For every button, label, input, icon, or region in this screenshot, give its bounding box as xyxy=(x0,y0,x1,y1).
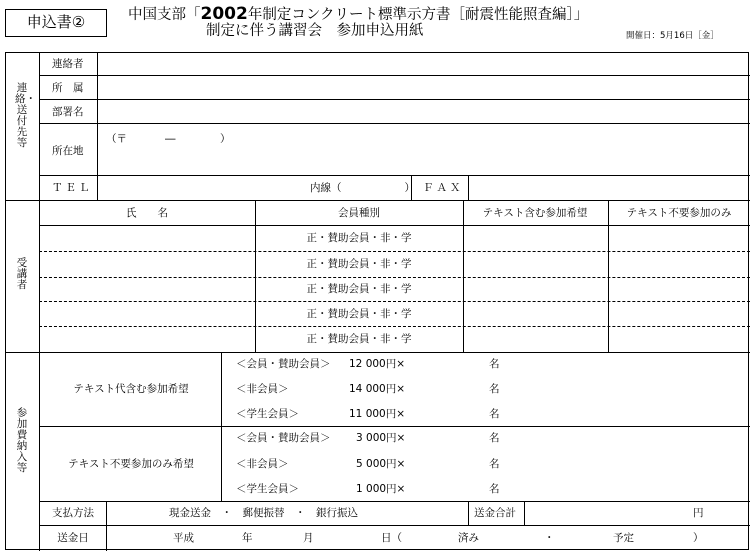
member-type-options: 正・賛助会員・非・学 xyxy=(306,333,412,345)
without-text-header: テキスト不要参加のみ xyxy=(626,207,732,219)
month-label: 月 xyxy=(303,532,314,544)
fee-price: 14 000円× xyxy=(349,383,406,395)
remit-date-label: 送金日 xyxy=(57,532,89,544)
row-line xyxy=(39,326,750,327)
yen-unit: 円 xyxy=(693,507,704,519)
fee-section-label: 参加費納入等 xyxy=(16,407,28,474)
row-line xyxy=(39,277,750,278)
fee-unit: 名 xyxy=(489,432,500,444)
postal-open: （〒 xyxy=(106,133,127,145)
extension-label: 内線（ ） xyxy=(310,182,415,194)
total-label: 送金合計 xyxy=(474,507,516,519)
postal-close: ） xyxy=(220,133,231,145)
member-type-options: 正・賛助会員・非・学 xyxy=(306,308,412,320)
done-label: 済み xyxy=(458,532,479,544)
row-line xyxy=(39,525,750,526)
col-line xyxy=(255,200,256,352)
row-line xyxy=(39,123,750,124)
address-label: 所在地 xyxy=(52,145,84,157)
fee-group-with-text-label: テキスト代含む参加希望 xyxy=(73,383,189,395)
member-type-options: 正・賛助会員・非・学 xyxy=(306,283,412,295)
fee-unit: 名 xyxy=(489,358,500,370)
fee-price: 5 000円× xyxy=(356,458,406,470)
application-form xyxy=(5,52,749,550)
title-prefix: 中国支部「 xyxy=(128,7,201,23)
planned-label: 予定 xyxy=(613,532,634,544)
col-line xyxy=(608,200,609,352)
fee-unit: 名 xyxy=(489,408,500,420)
postal-dash: ― xyxy=(165,133,176,145)
fee-group-without-text-label: テキスト不要参加のみ希望 xyxy=(68,458,194,470)
row-line xyxy=(39,251,750,252)
fee-price: 11 000円× xyxy=(349,408,406,420)
title-line2: 制定に伴う講習会 参加申込用紙 xyxy=(206,23,424,39)
col-line xyxy=(106,501,107,551)
col-line xyxy=(524,501,525,525)
col-line xyxy=(463,200,464,352)
row-line xyxy=(39,501,750,502)
day-label: 日（ xyxy=(381,532,402,544)
member-type-options: 正・賛助会員・非・学 xyxy=(306,258,412,270)
title-suffix: 年制定コンクリート標準示方書［耐震性能照査編］」 xyxy=(247,7,589,23)
title-year: 2002 xyxy=(200,4,248,24)
contact-section-label: 連絡・送付先等 xyxy=(15,82,36,149)
group-line xyxy=(39,426,750,427)
contact-person-label: 連絡者 xyxy=(52,58,84,70)
col-line xyxy=(221,352,222,501)
row-line xyxy=(39,301,750,302)
form-title xyxy=(128,6,648,39)
col-line xyxy=(468,501,469,525)
era-label: 平成 xyxy=(173,532,194,544)
col-line xyxy=(468,175,469,200)
with-text-header: テキスト含む参加希望 xyxy=(482,207,588,219)
member-type-header: 会員種別 xyxy=(338,207,380,219)
fax-label: ＦＡＸ xyxy=(423,182,464,194)
fee-price: 1 000円× xyxy=(356,483,406,495)
payment-method-label: 支払方法 xyxy=(52,507,94,519)
department-label: 部署名 xyxy=(52,106,84,118)
separator-dot: ・ xyxy=(544,532,555,544)
header-line xyxy=(39,225,750,226)
row-line xyxy=(39,75,750,76)
fee-category: ＜非会員＞ xyxy=(236,383,289,395)
fee-unit: 名 xyxy=(489,483,500,495)
fee-price: 3 000円× xyxy=(356,432,406,444)
name-header: 氏 名 xyxy=(126,207,168,219)
tel-label: ＴＥＬ xyxy=(52,182,93,194)
fee-category: ＜学生会員＞ xyxy=(236,408,299,420)
event-date: 開催日：5月16日［金］ xyxy=(626,31,719,41)
attendee-section-label: 受講者 xyxy=(16,257,28,291)
fee-unit: 名 xyxy=(489,383,500,395)
section-divider xyxy=(6,200,750,201)
col-line xyxy=(97,53,98,200)
fee-price: 12 000円× xyxy=(349,358,406,370)
payment-options: 現金送金 ・ 郵便振替 ・ 銀行振込 xyxy=(169,507,358,519)
row-line xyxy=(39,175,750,176)
year-label: 年 xyxy=(242,532,253,544)
section-divider xyxy=(6,352,750,353)
fee-unit: 名 xyxy=(489,458,500,470)
fee-category: ＜学生会員＞ xyxy=(236,483,299,495)
col-line xyxy=(39,53,40,551)
close-paren: ） xyxy=(693,532,704,544)
affiliation-label: 所 属 xyxy=(52,82,84,94)
fee-category: ＜非会員＞ xyxy=(236,458,289,470)
row-line xyxy=(39,99,750,100)
fee-category: ＜会員・賛助会員＞ xyxy=(236,358,331,370)
fee-category: ＜会員・賛助会員＞ xyxy=(236,432,331,444)
form-number-badge: 申込書② xyxy=(5,9,107,37)
member-type-options: 正・賛助会員・非・学 xyxy=(306,232,412,244)
